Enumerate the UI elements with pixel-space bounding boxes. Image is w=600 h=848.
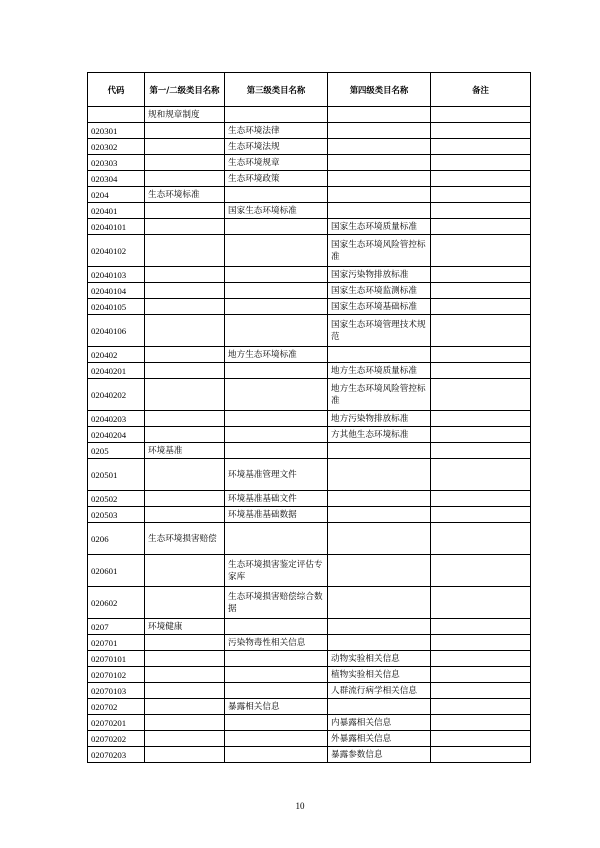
cell-code: 020303 <box>88 155 145 171</box>
cell-code: 02070202 <box>88 731 145 747</box>
cell-level4 <box>328 187 431 203</box>
cell-remark <box>431 219 531 235</box>
cell-remark <box>431 203 531 219</box>
cell-level3 <box>225 283 328 299</box>
cell-remark <box>431 443 531 459</box>
table-row <box>88 715 531 731</box>
header-level3: 第三级类目名称 <box>225 73 328 107</box>
cell-code: 020501 <box>88 459 145 491</box>
cell-remark <box>431 411 531 427</box>
cell-level12 <box>145 667 225 683</box>
table-row <box>88 507 531 523</box>
cell-level3 <box>225 219 328 235</box>
cell-level3: 污染物毒性相关信息 <box>225 635 328 651</box>
cell-level4 <box>328 139 431 155</box>
cell-level12 <box>145 651 225 667</box>
table-row <box>88 171 531 187</box>
cell-code: 020702 <box>88 699 145 715</box>
cell-remark <box>431 619 531 635</box>
cell-level4 <box>328 203 431 219</box>
cell-level4 <box>328 507 431 523</box>
table-row <box>88 683 531 699</box>
cell-level4: 国家生态环境风险管控标准 <box>328 235 431 267</box>
cell-level3 <box>225 523 328 555</box>
cell-level3: 生态环境损害鉴定评估专家库 <box>225 555 328 587</box>
cell-code: 02040101 <box>88 219 145 235</box>
table-row <box>88 347 531 363</box>
table-row <box>88 731 531 747</box>
cell-code: 02040201 <box>88 363 145 379</box>
cell-level3: 国家生态环境标准 <box>225 203 328 219</box>
table-row <box>88 619 531 635</box>
cell-level3 <box>225 187 328 203</box>
cell-remark <box>431 635 531 651</box>
table-row <box>88 187 531 203</box>
cell-remark <box>431 731 531 747</box>
cell-level12 <box>145 683 225 699</box>
table-row <box>88 747 531 763</box>
cell-level4 <box>328 107 431 123</box>
cell-level4 <box>328 459 431 491</box>
cell-code: 02040102 <box>88 235 145 267</box>
table-row <box>88 283 531 299</box>
cell-code: 020502 <box>88 491 145 507</box>
cell-remark <box>431 171 531 187</box>
cell-level4 <box>328 587 431 619</box>
table-row <box>88 411 531 427</box>
cell-code: 020701 <box>88 635 145 651</box>
table-row <box>88 635 531 651</box>
cell-code: 02040204 <box>88 427 145 443</box>
cell-level12 <box>145 699 225 715</box>
cell-level12 <box>145 731 225 747</box>
cell-level12 <box>145 283 225 299</box>
cell-remark <box>431 107 531 123</box>
table-row <box>88 379 531 411</box>
cell-remark <box>431 491 531 507</box>
cell-level12 <box>145 587 225 619</box>
cell-level3 <box>225 315 328 347</box>
cell-remark <box>431 555 531 587</box>
cell-level12 <box>145 411 225 427</box>
cell-remark <box>431 699 531 715</box>
cell-remark <box>431 459 531 491</box>
table-row <box>88 139 531 155</box>
cell-level12 <box>145 379 225 411</box>
cell-code: 020302 <box>88 139 145 155</box>
table-header-row <box>88 73 531 107</box>
cell-level12 <box>145 491 225 507</box>
cell-level3: 生态环境法律 <box>225 123 328 139</box>
header-code: 代码 <box>88 73 145 107</box>
cell-level3 <box>225 107 328 123</box>
cell-code: 02040106 <box>88 315 145 347</box>
cell-level3: 环境基准基础文件 <box>225 491 328 507</box>
cell-level12: 环境健康 <box>145 619 225 635</box>
cell-level4: 内暴露相关信息 <box>328 715 431 731</box>
cell-code: 02040105 <box>88 299 145 315</box>
cell-code: 020304 <box>88 171 145 187</box>
cell-level4 <box>328 347 431 363</box>
table-row <box>88 523 531 555</box>
cell-level12: 环境基准 <box>145 443 225 459</box>
cell-level12 <box>145 555 225 587</box>
cell-level3: 生态环境政策 <box>225 171 328 187</box>
cell-level12 <box>145 139 225 155</box>
cell-level3: 暴露相关信息 <box>225 699 328 715</box>
cell-remark <box>431 587 531 619</box>
cell-level3 <box>225 267 328 283</box>
table-row <box>88 107 531 123</box>
cell-remark <box>431 347 531 363</box>
table-row <box>88 699 531 715</box>
cell-code: 020602 <box>88 587 145 619</box>
cell-code: 020301 <box>88 123 145 139</box>
cell-level3: 环境基准基础数据 <box>225 507 328 523</box>
cell-code: 02040103 <box>88 267 145 283</box>
table-row <box>88 443 531 459</box>
cell-level3 <box>225 683 328 699</box>
cell-level3 <box>225 747 328 763</box>
cell-level4: 地方污染物排放标准 <box>328 411 431 427</box>
cell-level12 <box>145 347 225 363</box>
cell-level4: 国家生态环境质量标准 <box>328 219 431 235</box>
category-table <box>87 72 531 763</box>
cell-code: 020503 <box>88 507 145 523</box>
cell-code: 020601 <box>88 555 145 587</box>
cell-level4: 人群流行病学相关信息 <box>328 683 431 699</box>
cell-level3 <box>225 411 328 427</box>
cell-level4 <box>328 555 431 587</box>
cell-level3 <box>225 667 328 683</box>
cell-level3: 环境基准管理文件 <box>225 459 328 491</box>
cell-remark <box>431 427 531 443</box>
cell-code: 0206 <box>88 523 145 555</box>
cell-code: 02070101 <box>88 651 145 667</box>
cell-code: 02040104 <box>88 283 145 299</box>
cell-remark <box>431 667 531 683</box>
table-row <box>88 667 531 683</box>
cell-level12 <box>145 235 225 267</box>
cell-code: 020402 <box>88 347 145 363</box>
cell-remark <box>431 283 531 299</box>
cell-level12 <box>145 363 225 379</box>
cell-remark <box>431 523 531 555</box>
table-row <box>88 555 531 587</box>
cell-code: 02040203 <box>88 411 145 427</box>
cell-level4: 地方生态环境质量标准 <box>328 363 431 379</box>
cell-level3 <box>225 379 328 411</box>
cell-level4 <box>328 523 431 555</box>
cell-level12 <box>145 427 225 443</box>
cell-level3 <box>225 443 328 459</box>
cell-level12 <box>145 219 225 235</box>
cell-level12: 生态环境标准 <box>145 187 225 203</box>
cell-level4 <box>328 491 431 507</box>
table-row <box>88 155 531 171</box>
cell-level12 <box>145 123 225 139</box>
cell-remark <box>431 715 531 731</box>
cell-remark <box>431 507 531 523</box>
cell-code <box>88 107 145 123</box>
cell-level3: 生态环境损害赔偿综合数据 <box>225 587 328 619</box>
cell-level4 <box>328 443 431 459</box>
header-level12: 第一/二级类目名称 <box>145 73 225 107</box>
cell-code: 02070203 <box>88 747 145 763</box>
cell-code: 020401 <box>88 203 145 219</box>
table-body <box>88 107 531 763</box>
cell-remark <box>431 379 531 411</box>
cell-code: 02070103 <box>88 683 145 699</box>
table-row <box>88 363 531 379</box>
header-remark: 备注 <box>431 73 531 107</box>
cell-remark <box>431 315 531 347</box>
cell-level12 <box>145 507 225 523</box>
table-row <box>88 491 531 507</box>
cell-level4: 国家生态环境监测标准 <box>328 283 431 299</box>
cell-level4 <box>328 123 431 139</box>
cell-remark <box>431 267 531 283</box>
cell-remark <box>431 683 531 699</box>
cell-code: 02040202 <box>88 379 145 411</box>
cell-level3: 地方生态环境标准 <box>225 347 328 363</box>
cell-remark <box>431 747 531 763</box>
cell-level4 <box>328 635 431 651</box>
cell-level4: 暴露参数信息 <box>328 747 431 763</box>
cell-level4: 国家污染物排放标准 <box>328 267 431 283</box>
cell-level3: 生态环境法规 <box>225 139 328 155</box>
cell-level4: 外暴露相关信息 <box>328 731 431 747</box>
table-row <box>88 235 531 267</box>
cell-remark <box>431 155 531 171</box>
cell-remark <box>431 139 531 155</box>
table-row <box>88 219 531 235</box>
cell-level3 <box>225 651 328 667</box>
cell-remark <box>431 187 531 203</box>
table-row <box>88 459 531 491</box>
table-row <box>88 123 531 139</box>
cell-code: 0207 <box>88 619 145 635</box>
cell-level12 <box>145 459 225 491</box>
cell-remark <box>431 235 531 267</box>
cell-level3 <box>225 731 328 747</box>
cell-level3 <box>225 715 328 731</box>
cell-code: 0204 <box>88 187 145 203</box>
cell-level4: 动物实验相关信息 <box>328 651 431 667</box>
cell-level3 <box>225 235 328 267</box>
table-row <box>88 587 531 619</box>
cell-level3 <box>225 299 328 315</box>
cell-level12 <box>145 155 225 171</box>
cell-level3: 生态环境规章 <box>225 155 328 171</box>
header-level4: 第四级类目名称 <box>328 73 431 107</box>
cell-level12: 生态环境损害赔偿 <box>145 523 225 555</box>
table-row <box>88 427 531 443</box>
cell-remark <box>431 123 531 139</box>
cell-remark <box>431 363 531 379</box>
cell-level12 <box>145 203 225 219</box>
cell-remark <box>431 299 531 315</box>
cell-level12 <box>145 715 225 731</box>
cell-level3 <box>225 619 328 635</box>
cell-remark <box>431 651 531 667</box>
cell-code: 02070201 <box>88 715 145 731</box>
cell-level4 <box>328 699 431 715</box>
table-row <box>88 267 531 283</box>
table-row <box>88 315 531 347</box>
cell-level4: 国家生态环境管理技术规范 <box>328 315 431 347</box>
cell-level12: 规和规章制度 <box>145 107 225 123</box>
cell-level12 <box>145 299 225 315</box>
cell-code: 02070102 <box>88 667 145 683</box>
cell-level4 <box>328 155 431 171</box>
cell-level4 <box>328 171 431 187</box>
cell-code: 0205 <box>88 443 145 459</box>
cell-level12 <box>145 635 225 651</box>
cell-level4: 国家生态环境基础标准 <box>328 299 431 315</box>
cell-level4: 植物实验相关信息 <box>328 667 431 683</box>
table-row <box>88 203 531 219</box>
cell-level3 <box>225 363 328 379</box>
table-row <box>88 299 531 315</box>
cell-level3 <box>225 427 328 443</box>
cell-level12 <box>145 315 225 347</box>
table-row <box>88 651 531 667</box>
cell-level4: 地方生态环境风险管控标准 <box>328 379 431 411</box>
cell-level12 <box>145 267 225 283</box>
cell-level4 <box>328 619 431 635</box>
page-number: 10 <box>295 801 305 811</box>
cell-level12 <box>145 171 225 187</box>
cell-level4: 方其他生态环境标准 <box>328 427 431 443</box>
cell-level12 <box>145 747 225 763</box>
